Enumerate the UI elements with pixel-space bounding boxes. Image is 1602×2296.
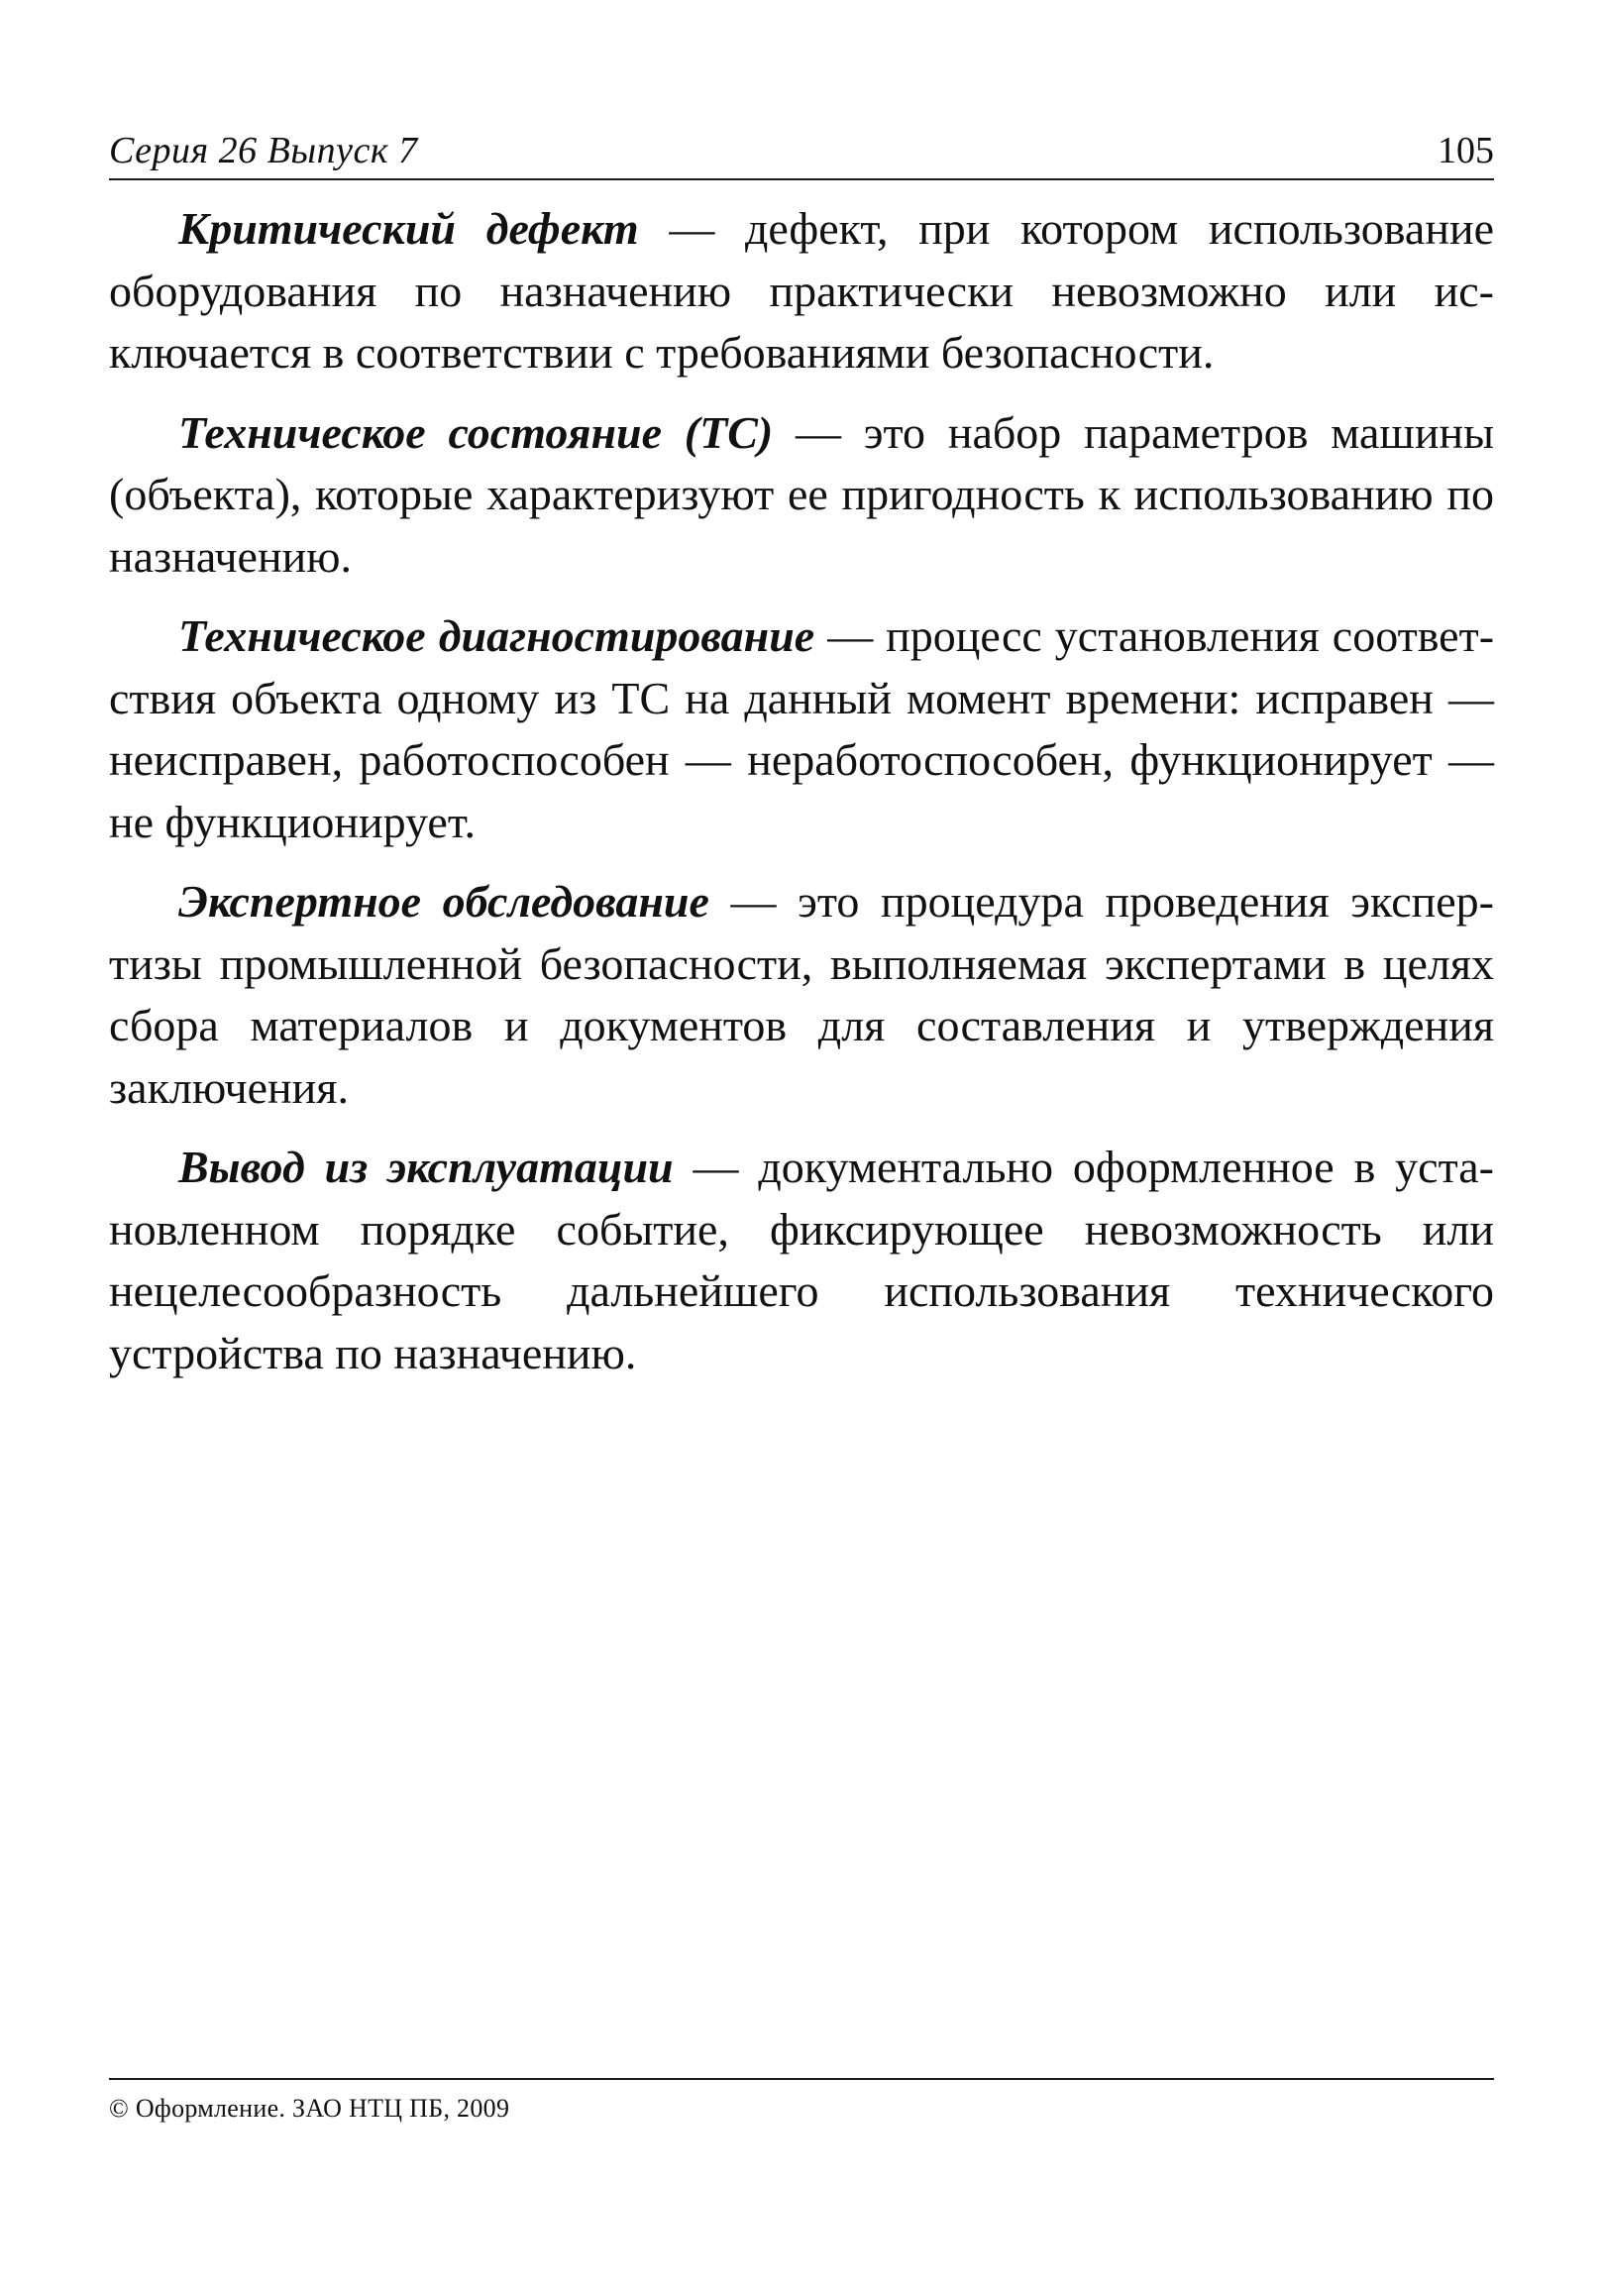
definition-text: — дефект, при котором использование оборудования по назначению практически невозможно или исключается в соответствии с требованиями безопасности. xyxy=(109,203,1494,378)
definition-term: Техническое диагностирование xyxy=(178,610,815,661)
definition-text: — это процедура проведения экспертизы промышленной безопасности, выполняемая экспертами в целях сбора материалов и документов для составления и утверждения заключения. xyxy=(109,876,1494,1113)
definition-text: — документально оформленное в установленном порядке событие, фиксирующее невозможность или нецелесообразность дальнейшего использования технического устройства по назначению. xyxy=(109,1142,1494,1378)
definition-paragraph xyxy=(109,1137,1494,1384)
definition-term: Техническое состояние (ТС) xyxy=(178,406,774,458)
definition-term: Вывод из эксплуатации xyxy=(178,1142,674,1192)
definition-paragraph xyxy=(109,605,1494,853)
running-header xyxy=(109,121,1494,180)
page-footer xyxy=(109,2078,1494,2124)
definition-text: — это набор параметров машины (объекта), которые характеризуют ее пригодность к использованию по назначению. xyxy=(109,406,1494,582)
definition-term: Критический дефект xyxy=(178,203,639,254)
definition-paragraph xyxy=(109,871,1494,1119)
definition-paragraph xyxy=(109,402,1494,589)
copyright-notice: © Оформление. ЗАО НТЦ ПБ, 2009 xyxy=(109,2094,510,2123)
series-label: Серия 26 Выпуск 7 xyxy=(109,130,418,171)
definition-paragraph xyxy=(109,198,1494,384)
definition-term: Экспертное обследование xyxy=(178,876,709,927)
definitions-body xyxy=(109,198,1494,1402)
page-number: 105 xyxy=(1438,130,1494,171)
definition-text: — процесс установления соответствия объекта одному из ТС на данный момент времени: исправен — неисправен, работоспособен — неработоспособен, функционирует — не функционирует. xyxy=(109,610,1495,847)
